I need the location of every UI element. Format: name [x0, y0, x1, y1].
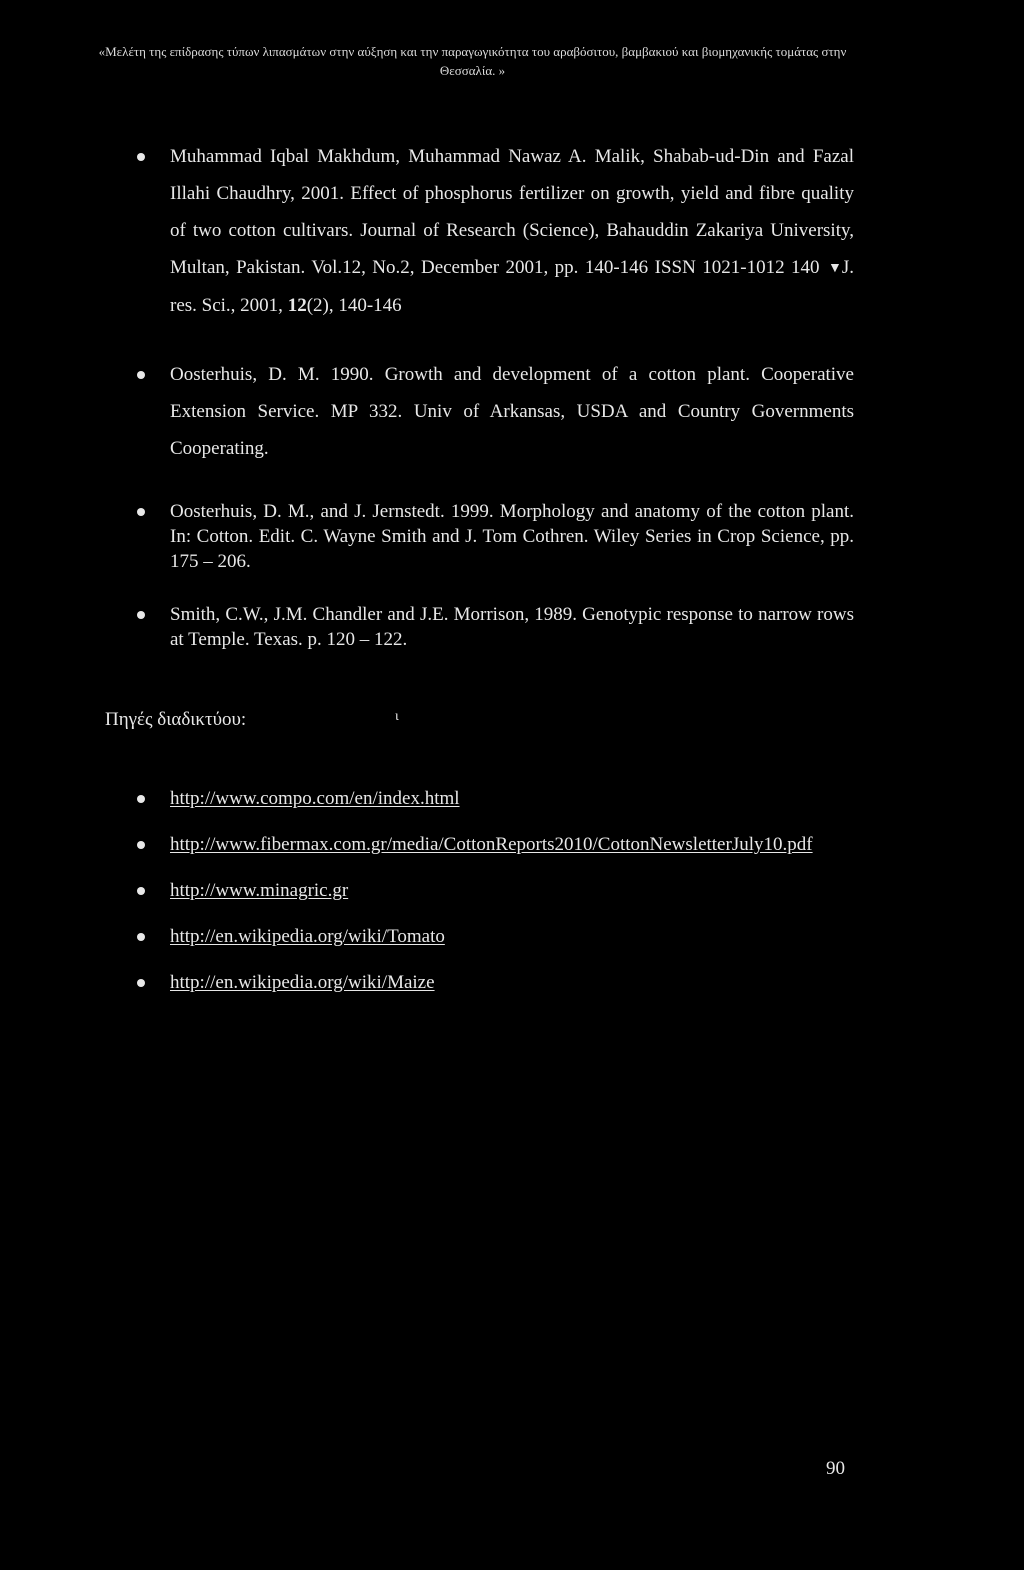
web-source-item	[136, 924, 848, 949]
reference-item	[136, 499, 854, 574]
reference-list	[136, 138, 854, 680]
web-sources-heading: Πηγές διαδικτύου:	[105, 709, 247, 730]
reference-item	[136, 356, 854, 467]
reference-text: Oosterhuis, D. M., and J. Jernstedt. 1999. Morphology and anatomy of the cotton plant. In: Cotton. Edit. C. Wayne Smith and J. Tom Cothren. Wiley Series in Crop Science, pp. 175 – 206.	[170, 501, 854, 572]
stray-mark: ι	[395, 709, 399, 724]
web-source-link[interactable]: http://www.minagric.gr	[170, 880, 349, 901]
web-source-link[interactable]: http://www.fibermax.com.gr/media/CottonReports2010/CottonNewsletterJuly10.pdf	[170, 834, 813, 855]
reference-text: Smith, C.W., J.M. Chandler and J.E. Morrison, 1989. Genotypic response to narrow rows at Temple. Texas. p. 120 – 122.	[170, 604, 854, 650]
web-source-list	[136, 786, 848, 1016]
running-header: «Μελέτη της επίδρασης τύπων λιπασμάτων στην αύξηση και την παραγωγικότητα του αραβόσιτου, βαμβακιού και βιομηχανικής τομάτας στην Θεσσαλία. »	[98, 44, 847, 78]
reference-journal-abbrev: J. res. Sci., 2001,	[170, 257, 854, 316]
reference-text: Muhammad Iqbal Makhdum, Muhammad Nawaz A. Malik, Shabab-ud-Din and Fazal Illahi Chaudhry, 2001. Effect of phosphorus fertilizer on growth, yield and fibre quality of two cotton cultivars. Journal of Research (Science), Bahauddin Zakariya University, Multan, Pakistan. Vol.12, No.2, December 2001, pp. 140-146 ISSN 1021-1012 140	[170, 146, 854, 278]
web-source-item	[136, 970, 848, 995]
web-source-item	[136, 878, 848, 903]
web-source-item	[136, 786, 848, 811]
web-source-link[interactable]: http://en.wikipedia.org/wiki/Tomato	[170, 926, 445, 947]
reference-item	[136, 138, 854, 324]
web-source-link[interactable]: http://en.wikipedia.org/wiki/Maize	[170, 972, 435, 993]
triangle-down-icon: ▼	[827, 261, 842, 276]
reference-item	[136, 602, 854, 652]
reference-issue-pages: (2), 140-146	[306, 295, 402, 316]
reference-text: Oosterhuis, D. M. 1990. Growth and development of a cotton plant. Cooperative Extension Service. MP 332. Univ of Arkansas, USDA and Country Governments Cooperating.	[170, 364, 854, 459]
web-source-link[interactable]: http://www.compo.com/en/index.html	[170, 788, 460, 809]
page-number: 90	[826, 1458, 845, 1479]
reference-volume: 12	[287, 295, 307, 316]
web-source-item	[136, 832, 848, 857]
